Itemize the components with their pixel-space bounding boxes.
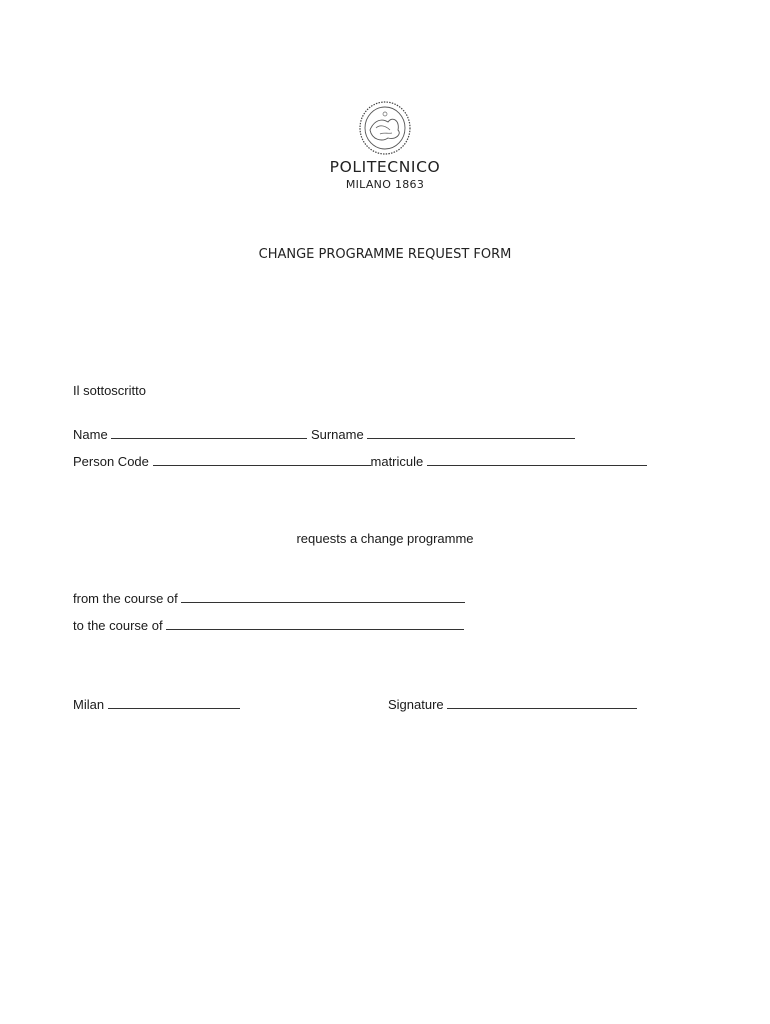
logo-subtitle: MILANO 1863 xyxy=(345,178,425,191)
signature-label: Signature xyxy=(388,697,444,712)
name-row xyxy=(73,426,575,442)
person-code-field[interactable] xyxy=(153,453,371,466)
from-course-row xyxy=(73,590,465,606)
place-label: Milan xyxy=(73,697,105,712)
place-date-field[interactable] xyxy=(108,696,240,709)
request-line xyxy=(0,531,770,546)
politecnico-logo xyxy=(300,92,470,204)
to-course-row xyxy=(73,617,464,633)
form-title: CHANGE PROGRAMME REQUEST FORM xyxy=(258,247,512,262)
matricule-field[interactable] xyxy=(427,453,647,466)
logo-name: POLITECNICO xyxy=(329,158,441,176)
to-course-field[interactable] xyxy=(166,617,464,630)
to-course-label: to the course of xyxy=(73,618,163,633)
surname-field[interactable] xyxy=(367,426,575,439)
person-code-row xyxy=(73,453,647,469)
undersigned-text: Il sottoscritto xyxy=(73,383,146,398)
place-row xyxy=(73,696,240,712)
name-label: Name xyxy=(73,427,108,442)
matricule-label: matricule xyxy=(370,454,424,469)
signature-field[interactable] xyxy=(447,696,637,709)
from-course-field[interactable] xyxy=(181,590,465,603)
name-field[interactable] xyxy=(111,426,307,439)
undersigned-line xyxy=(73,383,146,398)
person-code-label: Person Code xyxy=(73,454,149,469)
signature-row xyxy=(388,696,637,712)
from-course-label: from the course of xyxy=(73,591,178,606)
seal-icon xyxy=(358,100,412,156)
surname-label: Surname xyxy=(310,427,364,442)
request-text: requests a change programme xyxy=(296,531,474,546)
